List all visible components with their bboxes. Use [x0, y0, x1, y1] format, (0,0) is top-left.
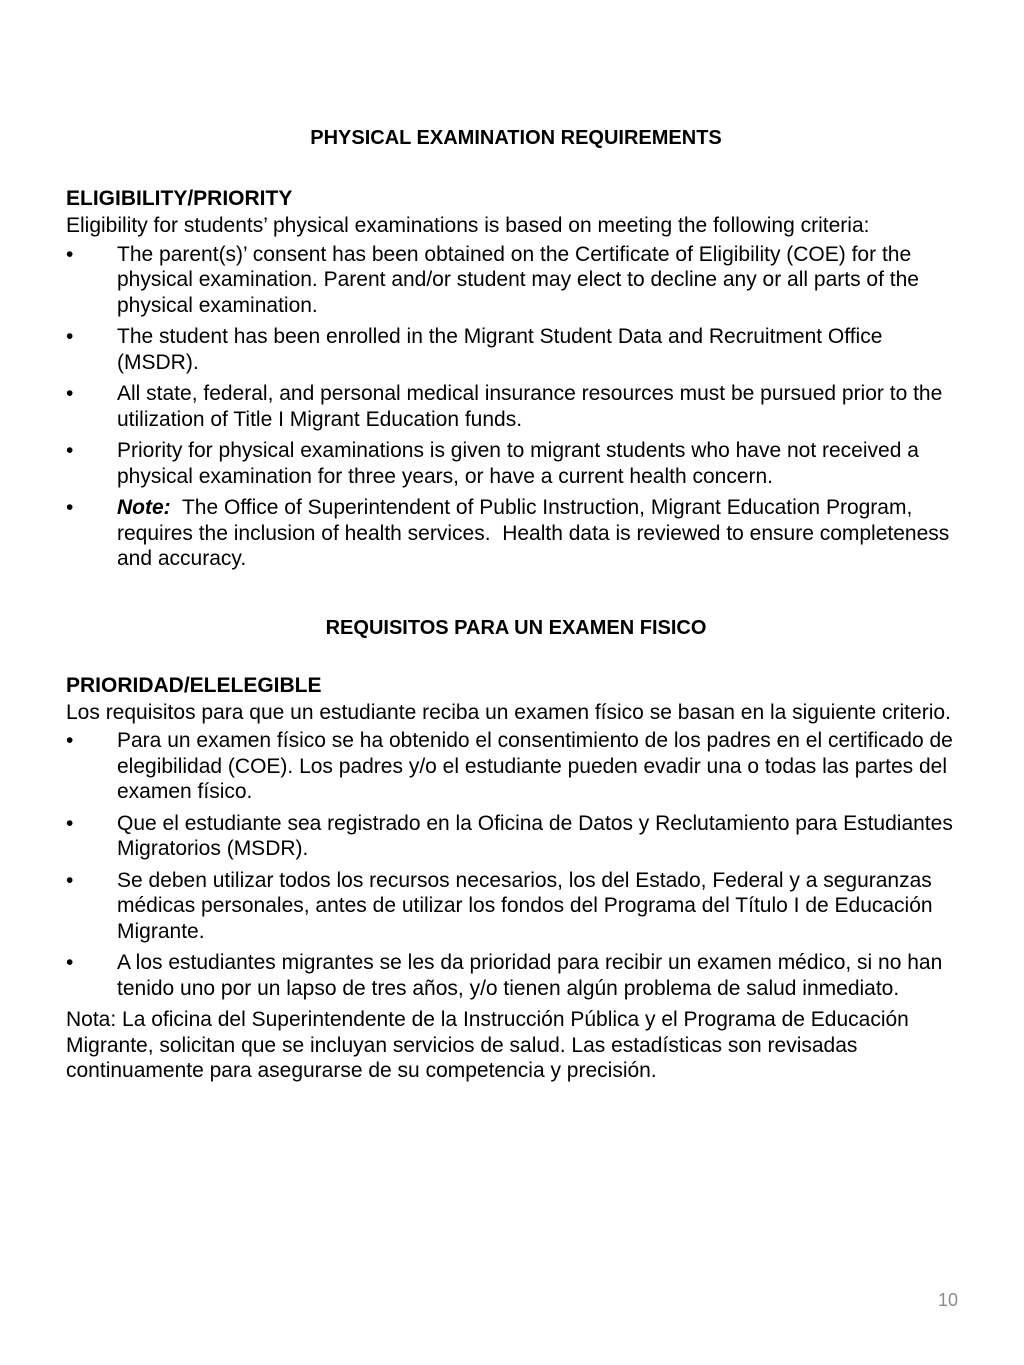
list-item: [66, 381, 966, 432]
spanish-bullet-list: [66, 728, 966, 1001]
list-item-text: Priority for physical examinations is given to migrant students who have not received a physical examination for three years, or have a current health concern.: [117, 439, 919, 488]
list-item-text: Para un examen físico se ha obtenido el consentimiento de los padres en el certificado de elegibilidad (COE). Los padres y/o el estudiante pueden evadir una o todas las partes del examen físico.: [117, 729, 953, 803]
list-item-text: The parent(s)’ consent has been obtained on the Certificate of Eligibility (COE) for the physical examination. Parent and/or student may elect to decline any or all parts of the physical examination.: [117, 242, 919, 317]
list-item: [66, 811, 966, 862]
list-item: [66, 242, 966, 319]
bullet-icon: •: [66, 868, 74, 892]
list-item-note: [66, 495, 966, 572]
list-item-text: The student has been enrolled in the Migrant Student Data and Recruitment Office (MSDR).: [117, 325, 883, 374]
bullet-icon: •: [66, 496, 74, 519]
english-intro: Eligibility for students’ physical examinations is based on meeting the following criteria:: [66, 214, 870, 237]
bullet-icon: •: [66, 439, 74, 462]
spanish-intro: Los requisitos para que un estudiante reciba un examen físico se basan en la siguiente criterio.: [66, 700, 951, 724]
list-item: [66, 728, 966, 805]
list-item: [66, 438, 966, 489]
spanish-heading: PRIORIDAD/ELELEGIBLE: [66, 673, 322, 697]
list-item: [66, 950, 966, 1001]
english-heading: ELIGIBILITY/PRIORITY: [66, 187, 293, 210]
spanish-title: REQUISITOS PARA UN EXAMEN FISICO: [325, 616, 707, 639]
list-item-text: A los estudiantes migrantes se les da prioridad para recibir un examen médico, si no han tenido uno por un lapso de tres años, y/o tienen algún problema de salud inmediato.: [117, 951, 943, 1000]
note-text: The Office of Superintendent of Public Instruction, Migrant Education Program, requires the inclusion of health services. Health data is reviewed to ensure completeness and accuracy.: [117, 496, 956, 570]
list-item-text: Se deben utilizar todos los recursos necesarios, los del Estado, Federal y a seguranzas médicas personales, antes de utilizar los fondos del Programa del Título I de Educación Migrante.: [117, 868, 933, 943]
bullet-icon: •: [66, 729, 74, 752]
bullet-icon: •: [66, 382, 74, 405]
page-number: 10: [937, 1290, 958, 1310]
list-item-text: All state, federal, and personal medical insurance resources must be pursued prior to the utilization of Title I Migrant Education funds.: [117, 382, 943, 431]
bullet-icon: •: [66, 325, 74, 348]
bullet-icon: •: [66, 811, 74, 835]
list-item: [66, 324, 966, 375]
list-item: [66, 868, 966, 945]
note-label: Note:: [117, 496, 171, 519]
bullet-icon: •: [66, 951, 74, 974]
page-content: [66, 124, 966, 1084]
list-item-text: Que el estudiante sea registrado en la Oficina de Datos y Reclutamiento para Estudiantes Migratorios (MSDR).: [117, 811, 953, 860]
bullet-icon: •: [66, 242, 74, 266]
english-bullet-list: [66, 242, 966, 572]
spanish-note: Nota: La oficina del Superintendente de la Instrucción Pública y el Programa de Educación Migrante, solicitan que se incluyan servicios de salud. Las estadísticas son revisadas continuamente para asegurarse de su competencia y precisión.: [66, 1008, 909, 1082]
english-title: PHYSICAL EXAMINATION REQUIREMENTS: [310, 127, 722, 149]
